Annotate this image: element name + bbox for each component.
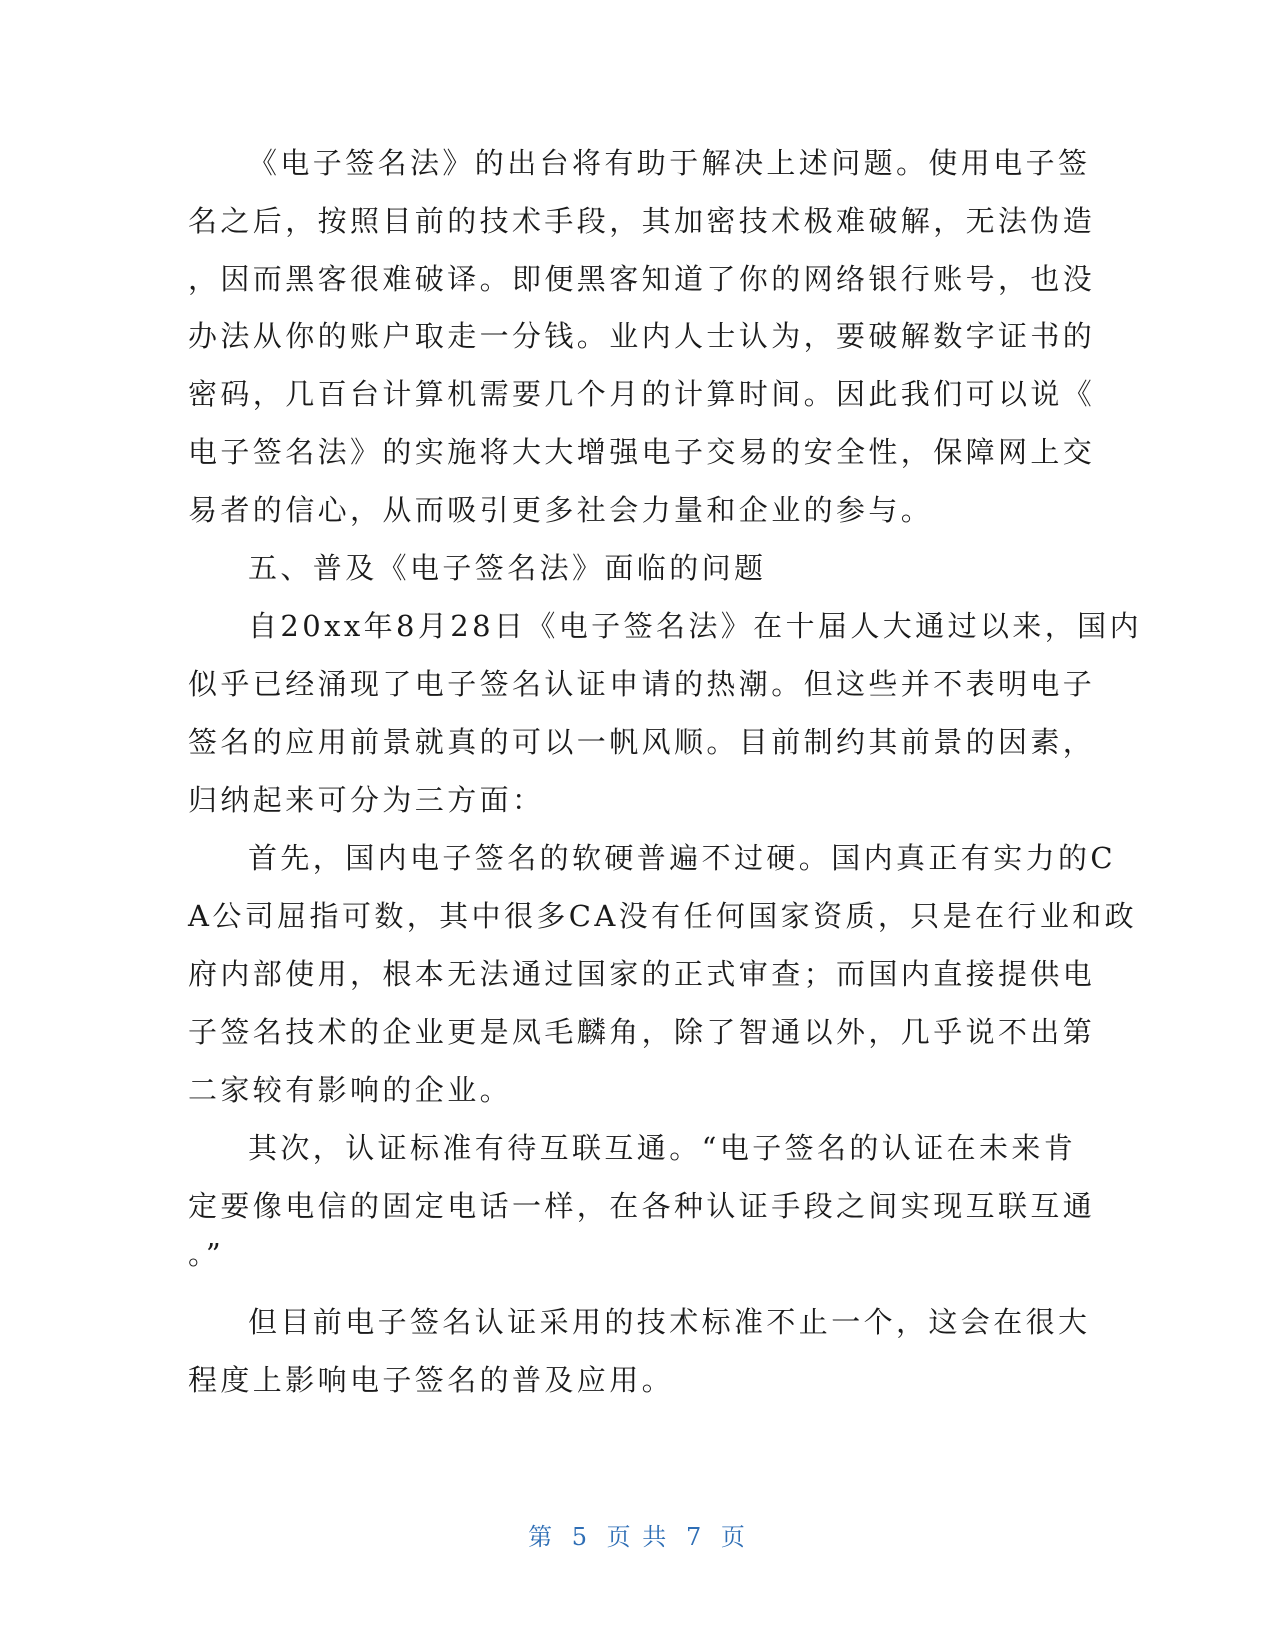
paragraph-line: ，因而黑客很难破译。即便黑客知道了你的网络银行账号，也没: [188, 262, 1096, 296]
paragraph-line: 《电子签名法》的出台将有助于解决上述问题。使用电子签: [248, 146, 1091, 180]
page-footer: [0, 1521, 1275, 1553]
paragraph-line: 办法从你的账户取走一分钱。业内人士认为，要破解数字证书的: [188, 319, 1096, 353]
paragraph-line: 定要像电信的固定电话一样，在各种认证手段之间实现互联互通: [188, 1189, 1096, 1223]
paragraph-line: 易者的信心，从而吸引更多社会力量和企业的参与。: [188, 493, 934, 527]
paragraph-line: 。”: [188, 1237, 225, 1271]
paragraph-line: 程度上影响电子签名的普及应用。: [188, 1363, 675, 1397]
footer-suffix: 页: [720, 1523, 747, 1551]
paragraph-line: 似乎已经涌现了电子签名认证申请的热潮。但这些并不表明电子: [188, 667, 1096, 701]
section-heading: 五、普及《电子签名法》面临的问题: [248, 551, 767, 585]
paragraph-line: 签名的应用前景就真的可以一帆风顺。目前制约其前景的因素，: [188, 725, 1096, 759]
paragraph-line: 密码，几百台计算机需要几个月的计算时间。因此我们可以说《: [188, 377, 1096, 411]
paragraph-line: 但目前电子签名认证采用的技术标准不止一个，这会在很大: [248, 1305, 1091, 1339]
paragraph-line: 子签名技术的企业更是凤毛麟角，除了智通以外，几乎说不出第: [188, 1015, 1096, 1049]
paragraph-line: 府内部使用，根本无法通过国家的正式审查；而国内直接提供电: [188, 957, 1096, 991]
footer-middle: 页 共: [606, 1523, 669, 1551]
paragraph-line: 名之后，按照目前的技术手段，其加密技术极难破解，无法伪造: [188, 204, 1096, 238]
current-page-number: 5: [571, 1523, 590, 1551]
paragraph-line: 电子签名法》的实施将大大增强电子交易的安全性，保障网上交: [188, 435, 1096, 469]
paragraph-line: 自20xx年8月28日《电子签名法》在十届人大通过以来，国内: [248, 609, 1142, 643]
paragraph-line: A公司屈指可数，其中很多CA没有任何国家资质，只是在行业和政: [188, 899, 1138, 933]
total-pages-number: 7: [685, 1523, 704, 1551]
paragraph-line: 归纳起来可分为三方面：: [188, 783, 545, 817]
paragraph-line: 二家较有影响的企业。: [188, 1073, 513, 1107]
paragraph-line: 首先，国内电子签名的软硬普遍不过硬。国内真正有实力的C: [248, 841, 1116, 875]
footer-prefix: 第: [528, 1523, 555, 1551]
paragraph-line: 其次，认证标准有待互联互通。“电子签名的认证在未来肯: [248, 1131, 1077, 1165]
